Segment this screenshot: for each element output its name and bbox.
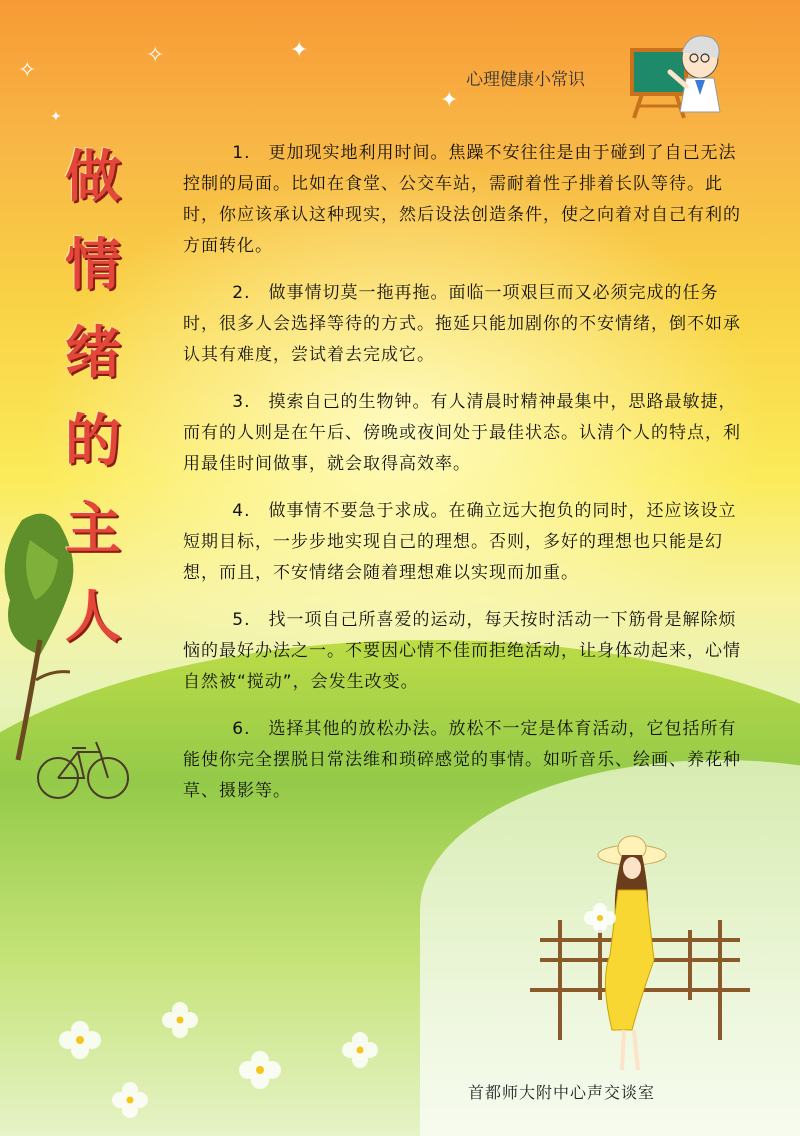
main-title [58, 145, 128, 678]
tip-paragraph: 3. 摸索自己的生物钟。有人清晨时精神最集中，思路最敏捷，而有的人则是在午后、傍晚或夜间处于最佳状态。认清个人的特点，利用最佳时间做事，就会取得高效率。 [183, 392, 741, 474]
tip-paragraph: 6. 选择其他的放松办法。放松不一定是体育活动，它包括所有能使你完全摆脱日常法维和琐碎感觉的事情。如听音乐、绘画、养花种草、摄影等。 [183, 719, 741, 801]
title-char: 绪 [65, 321, 121, 386]
bicycle-icon [38, 742, 128, 798]
article-body [183, 138, 743, 823]
sparkle-icon: ✧ [146, 43, 165, 68]
sparkle-icon: ✦ [440, 88, 459, 113]
girl-icon [598, 836, 666, 1070]
sparkle-icon: ✦ [50, 109, 62, 125]
tip-paragraph: 2. 做事情切莫一拖再拖。面临一项艰巨而又必须完成的任务时，很多人会选择等待的方式。拖延只能加剧你的不安情绪，倒不如承认其有难度，尝试着去完成它。 [183, 283, 741, 365]
title-char: 做 [65, 145, 121, 210]
blackboard-icon [632, 50, 686, 118]
header-subtitle: 心理健康小常识 [466, 70, 585, 90]
title-char: 情 [65, 233, 121, 298]
sparkle-icon: ✦ [290, 38, 309, 63]
tip-paragraph: 1. 更加现实地利用时间。焦躁不安往往是由于碰到了自己无法控制的局面。比如在食堂、公交车站，需耐着性子排着长队等待。此时，你应该承认这种现实，然后设法创造条件，使之向着对自己有利的方面转化。 [183, 143, 741, 256]
tip-paragraph: 5. 找一项自己所喜爱的运动，每天按时活动一下筋骨是解除烦恼的最好办法之一。不要因心情不佳而拒绝活动，让身体动起来，心情自然被“搅动”，会发生改变。 [183, 610, 741, 692]
sparkle-icon: ✧ [18, 58, 37, 83]
tip-paragraph: 4. 做事情不要急于求成。在确立远大抱负的同时，还应该设立短期目标，一步步地实现自己的理想。否则，多好的理想也只能是幻想，而且，不安情绪会随着理想难以实现而加重。 [183, 501, 737, 583]
title-char: 主 [65, 497, 121, 562]
title-char: 的 [65, 409, 121, 474]
title-char: 人 [65, 585, 121, 650]
footer-org: 首都师大附中心声交谈室 [468, 1083, 656, 1102]
